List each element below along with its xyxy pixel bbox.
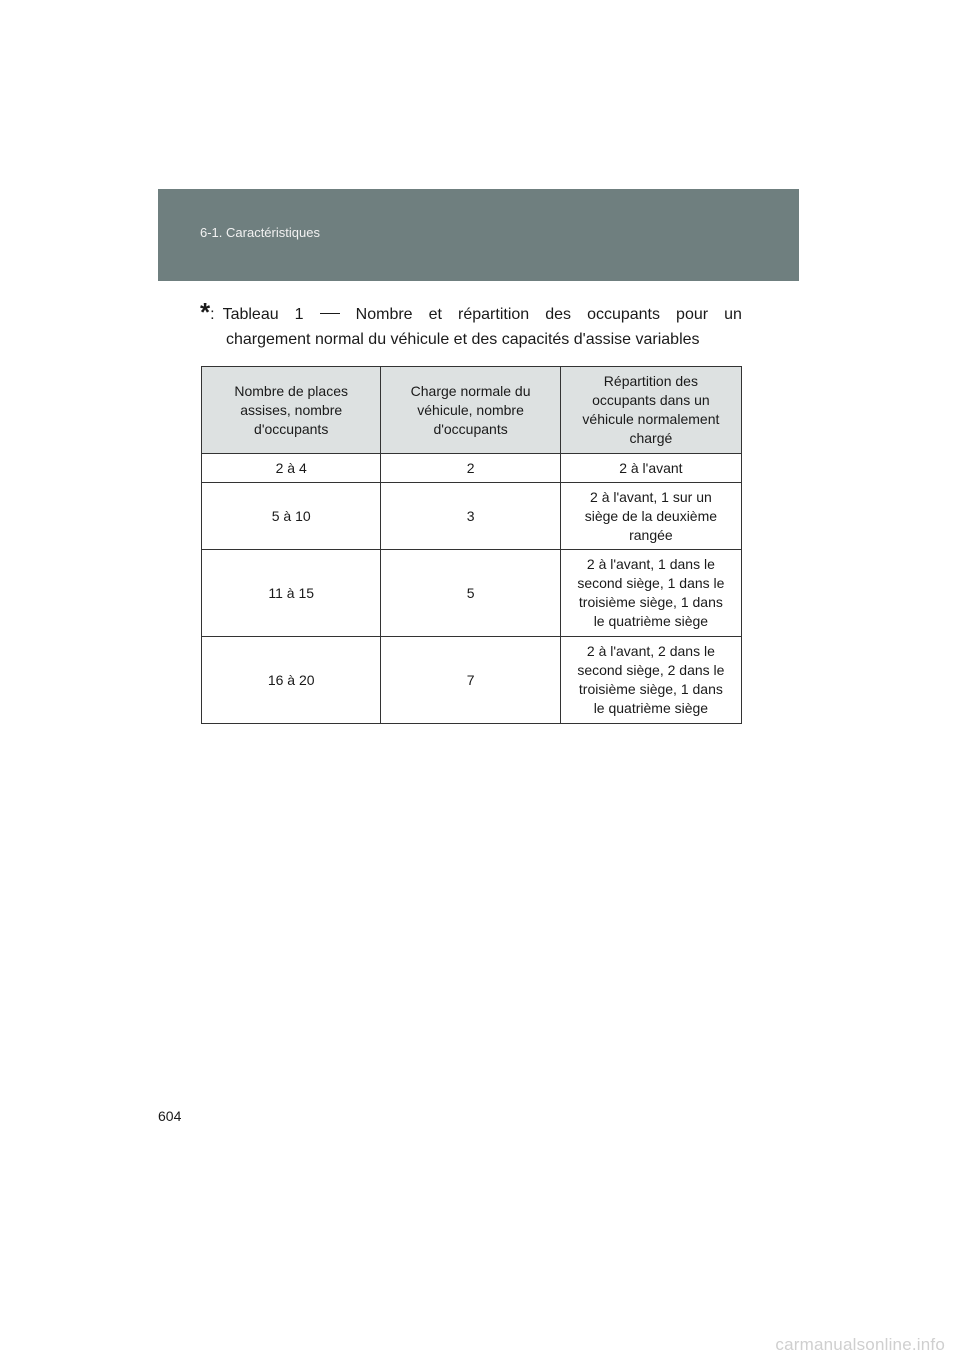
caption-word: occupants bbox=[587, 306, 660, 323]
caption-word: un bbox=[724, 306, 742, 323]
caption-word: 1 bbox=[294, 306, 304, 323]
occupancy-table bbox=[201, 366, 742, 724]
caption-word: Nombre bbox=[355, 306, 413, 323]
table-cell: 16 à 20 bbox=[202, 637, 381, 724]
table-cell: 2 à l'avant bbox=[560, 454, 741, 483]
caption-line-2: chargement normal du véhicule et des capacités d'assise variables bbox=[226, 331, 700, 348]
table-row bbox=[202, 483, 742, 550]
table-cell: 2 bbox=[381, 454, 560, 483]
table-cell: 2 à l'avant, 2 dans le second siège, 2 dans le troisième siège, 1 dans le quatrième siège bbox=[560, 637, 741, 724]
caption-word: répartition bbox=[458, 306, 530, 323]
column-header-seating: Nombre de places assises, nombre d'occupants bbox=[202, 367, 381, 454]
caption-word: Tableau bbox=[222, 306, 279, 323]
section-title: 6-1. Caractéristiques bbox=[200, 225, 320, 240]
table-caption bbox=[200, 297, 742, 352]
table-cell: 2 à 4 bbox=[202, 454, 381, 483]
table-row bbox=[202, 637, 742, 724]
column-header-normal-load: Charge normale du véhicule, nombre d'occupants bbox=[381, 367, 560, 454]
caption-word: et bbox=[428, 306, 442, 323]
page-number: 604 bbox=[158, 1108, 182, 1124]
caption-word: des bbox=[545, 306, 572, 323]
table-cell: 5 à 10 bbox=[202, 483, 381, 550]
footnote-marker: * bbox=[200, 297, 211, 327]
table-cell: 2 à l'avant, 1 sur un siège de la deuxième rangée bbox=[560, 483, 741, 550]
table-header-row bbox=[202, 367, 742, 454]
caption-line-1: * : Tableau 1 Nombre et répartition des occupants pour un bbox=[200, 297, 742, 327]
section-header-band bbox=[158, 189, 799, 281]
caption-word: pour bbox=[676, 306, 709, 323]
table-cell: 3 bbox=[381, 483, 560, 550]
table-cell: 2 à l'avant, 1 dans le second siège, 1 dans le troisième siège, 1 dans le quatrième siège bbox=[560, 550, 741, 637]
table-cell: 5 bbox=[381, 550, 560, 637]
table-row bbox=[202, 454, 742, 483]
watermark: carmanualsonline.info bbox=[775, 1335, 945, 1354]
table-cell: 7 bbox=[381, 637, 560, 724]
table-row bbox=[202, 550, 742, 637]
em-dash-rule bbox=[320, 313, 340, 314]
column-header-distribution: Répartition des occupants dans un véhicule normalement chargé bbox=[560, 367, 741, 454]
table-cell: 11 à 15 bbox=[202, 550, 381, 637]
